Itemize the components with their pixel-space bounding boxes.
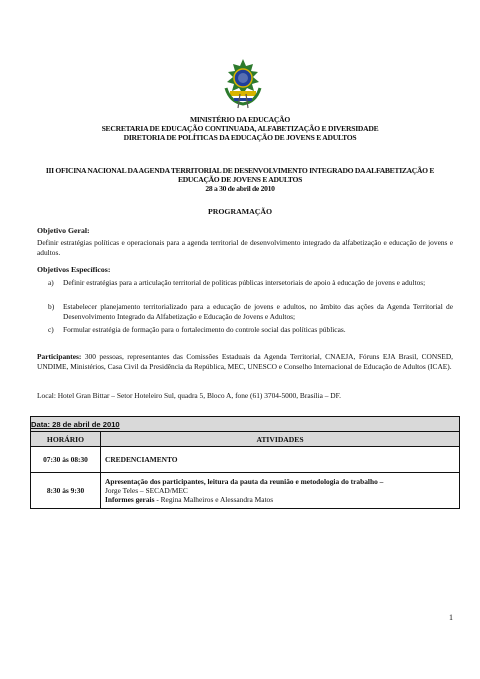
- row-time: 8:30 às 9:30: [31, 473, 101, 509]
- row-time: 07:30 às 08:30: [31, 447, 101, 473]
- participantes-text: 300 pessoas, representantes das Comissões Estaduais da Agenda Territorial, CNAEJA, Fóruns EJA Brasil, CONSED, UNDIME, Ministérios, Casa Civil da Presidência da República, MEC, UNESCO e Conselho Internacional de Educação de Adultos (ICAE).: [37, 352, 453, 371]
- list-item: Definir estratégias para a articulação territorial de políticas públicas intersetoriais de apoio à educação de jovens e adultos;: [63, 278, 426, 287]
- table-row: [31, 473, 460, 509]
- table-row: [31, 447, 460, 473]
- list-item-marker: a): [48, 278, 54, 287]
- programacao-heading: PROGRAMAÇÃO: [207, 207, 273, 216]
- informes-label: Informes gerais: [105, 495, 155, 504]
- event-title-line1: III OFICINA NACIONAL DA AGENDA TERRITORIAL DE DESENVOLVIMENTO INTEGRADO DA ALFABETIZAÇÃO E: [45, 166, 435, 175]
- col-horario-header: HORÁRIO: [31, 432, 101, 447]
- participantes-paragraph: [37, 352, 453, 371]
- local-info: Local: Hotel Gran Bittar – Setor Hoteleiro Sul, quadra 5, Bloco A, fone (61) 3704-5000, Brasília – DF.: [37, 391, 342, 400]
- page-number: 1: [449, 613, 453, 622]
- objetivos-especificos-heading: Objetivos Específicos:: [37, 265, 111, 274]
- table-date: Data: 28 de abril de 2010: [31, 417, 460, 432]
- participantes-label: Participantes:: [37, 352, 82, 361]
- directorate-name: DIRETORIA DE POLÍTICAS DA EDUCAÇÃO DE JOVENS E ADULTOS: [123, 133, 357, 142]
- informes-text: - Regina Malheiros e Alessandra Matos: [154, 495, 274, 504]
- list-item: Formular estratégia de formação para o fortalecimento do controle social das políticas públicas.: [63, 325, 346, 334]
- objetivo-geral-heading: Objetivo Geral:: [37, 226, 90, 235]
- table-date-row: [31, 417, 460, 432]
- list-item-marker: c): [48, 325, 54, 334]
- ministry-name: MINISTÉRIO DA EDUCAÇÃO: [190, 115, 290, 124]
- event-title-line2: EDUCAÇÃO DE JOVENS E ADULTOS: [177, 175, 303, 184]
- schedule-table: [30, 416, 460, 509]
- col-atividades-header: ATIVIDADES: [101, 432, 460, 447]
- brazil-coat-of-arms-icon: [220, 58, 266, 110]
- objetivo-geral-text: Definir estratégias políticas e operacionais para a agenda territorial de desenvolvimento integrado da alfabetização e educação de jovens e adultos.: [37, 238, 453, 257]
- row-activity: [101, 473, 460, 509]
- table-header-row: [31, 432, 460, 447]
- row-activity: CREDENCIAMENTO: [101, 447, 460, 473]
- event-dates: 28 a 30 de abril de 2010: [205, 184, 275, 193]
- secretariat-name: SECRETARIA DE EDUCAÇÃO CONTINUADA, ALFABETIZAÇÃO E DIVERSIDADE: [101, 124, 379, 133]
- activity-title: Apresentação dos participantes, leitura da pauta da reunião e metodologia do trabalho –: [105, 477, 384, 486]
- list-item: Estabelecer planejamento territorializado para a educação de jovens e adultos, no âmbito das ações da Agenda Territorial de Desenvolvimento Integrado da Alfabetização e Educação de Jovens e Adultos;: [63, 302, 453, 321]
- list-item-marker: b): [48, 302, 55, 311]
- activity-speaker: Jorge Teles – SECAD/MEC: [105, 486, 188, 495]
